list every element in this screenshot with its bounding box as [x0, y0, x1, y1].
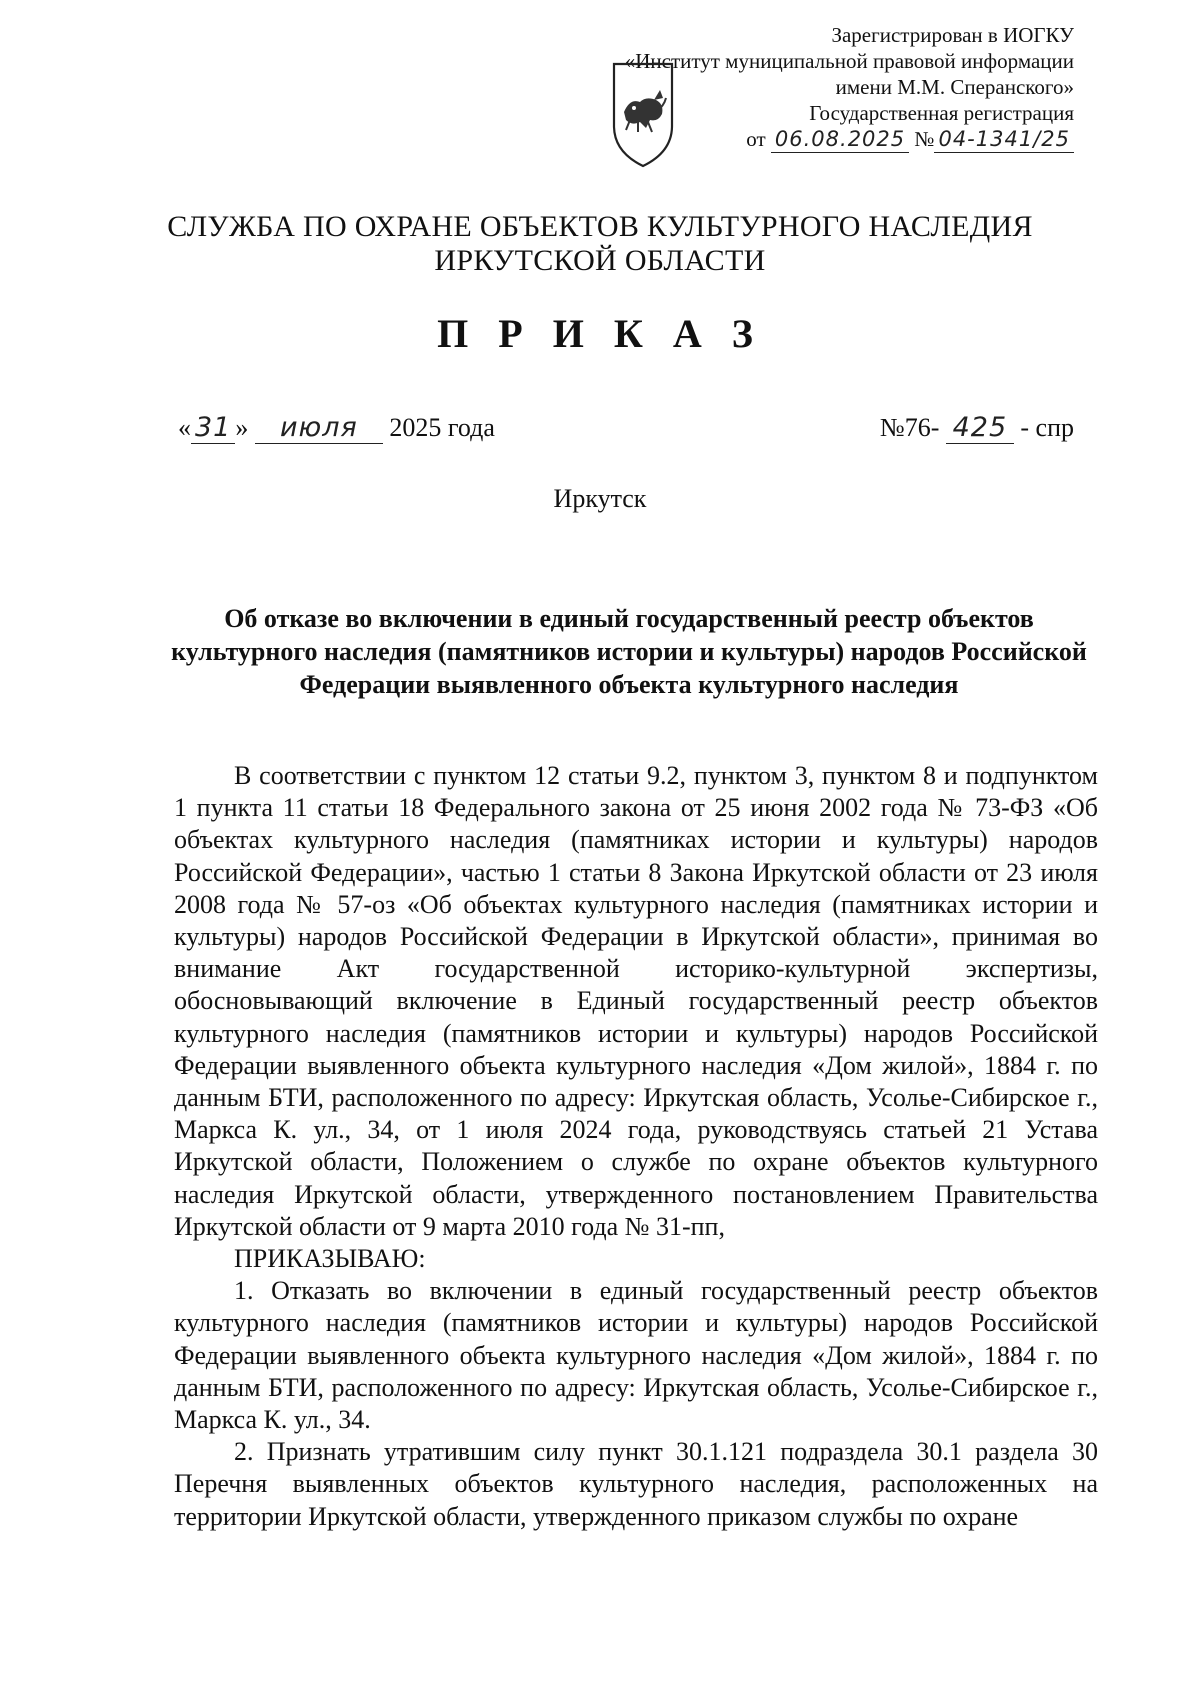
city: Иркутск — [553, 484, 647, 513]
registration-line-1: Зарегистрирован в ИОГКУ — [831, 23, 1074, 47]
agency-line-2: ИРКУТСКОЙ ОБЛАСТИ — [434, 244, 766, 277]
document-title: Об отказе во включении в единый государственный реестр объектов культурного наследия (памятников истории и культуры) народов Российской Федерации выявленного объекта культурного наследия — [171, 604, 1087, 699]
registration-line-3: имени М.М. Сперанского» — [835, 75, 1074, 99]
date-open-quote: « — [178, 413, 191, 442]
registration-date: 06.08.2025 — [771, 126, 909, 153]
order-word: ПРИКАЗЫВАЮ: — [234, 1244, 426, 1274]
registration-date-prefix: от — [746, 127, 766, 151]
registration-line-2: «Институт муниципальной правовой информации — [624, 49, 1074, 73]
date-day: 31 — [191, 412, 235, 444]
order-number-value: 425 — [946, 412, 1014, 444]
order-item-1: 1. Отказать во включении в единый государственный реестр объектов культурного наследия (памятников истории и культуры) народов Российской Федерации выявленного объекта культурного наследия «Дом жилой», 1884 г. по данным БТИ, расположенного по адресу: Иркутская область, Усолье-Сибирское г., Маркса К. ул., 34. — [174, 1276, 1098, 1435]
order-number-prefix: №76- — [879, 413, 940, 442]
agency-name — [0, 210, 1200, 278]
registration-number-prefix: № — [914, 127, 935, 151]
document-type: П Р И К А З — [437, 311, 763, 356]
order-number-suffix: - спр — [1020, 413, 1074, 442]
date-month: июля — [255, 412, 383, 444]
date-close-quote: » — [235, 413, 249, 442]
preamble-paragraph: В соответствии с пунктом 12 статьи 9.2, пунктом 3, пунктом 8 и подпунктом 1 пункта 11 статьи 18 Федерального закона от 25 июня 2002 года № 73-ФЗ «Об объектах культурного наследия (памятниках истории и культуры) народов Российской Федерации», частью 1 статьи 8 Закона Иркутской области от 23 июля 2008 года № 57-оз «Об объектах культурного наследия (памятниках истории и культуры) народов Российской Федерации в Иркутской области», принимая во внимание Акт государственной историко-культурной экспертизы, обосновывающий включение в Единый государственный реестр объектов культурного наследия (памятников истории и культуры) народов Российской Федерации выявленного объекта культурного наследия «Дом жилой», 1884 г. по данным БТИ, расположенного по адресу: Иркутская область, Усолье-Сибирское г., Маркса К. ул., 34, от 1 июля 2024 года, руководствуясь статьей 21 Устава Иркутской области, Положением о службе по охране объектов культурного наследия Иркутской области, утвержденного постановлением Правительства Иркутской области от 9 марта 2010 года № 31-пп, — [174, 761, 1098, 1241]
order-date — [178, 412, 495, 444]
document-body — [174, 760, 1098, 1533]
agency-line-1: СЛУЖБА ПО ОХРАНЕ ОБЪЕКТОВ КУЛЬТУРНОГО НАСЛЕДИЯ — [167, 210, 1033, 243]
order-number — [880, 412, 1074, 444]
order-item-2: 2. Признать утратившим силу пункт 30.1.121 подраздела 30.1 раздела 30 Перечня выявленных объектов культурного наследия, расположенных на территории Иркутской области, утвержденного приказом службы по охране — [174, 1437, 1098, 1531]
coat-of-arms-icon — [610, 60, 676, 170]
registration-number: 04-1341/25 — [934, 126, 1074, 153]
registration-line-4: Государственная регистрация — [809, 101, 1074, 125]
date-year: 2025 года — [389, 413, 495, 442]
